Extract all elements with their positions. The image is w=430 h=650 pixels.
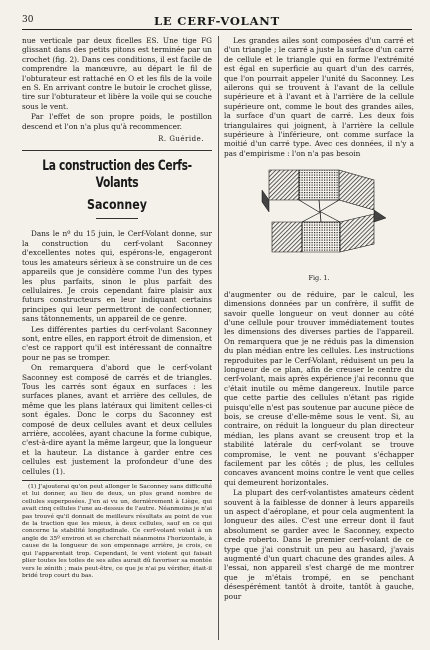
paragraph: Les grandes ailes sont composées d'un carré et d'un triangle ; le carré a juste la surface d'un carré de cellule et le triangle qui en forme l'extrémité est égal en superficie au quart d'un des carrés, que l'on pourrait appeler l'unité du Saconney. Les ailerons qui se trouvent à l'avant de la cellule supérieure et à l'avant et à l'arrière de la cellule supérieure ont, comme le bout des grandes ailes, la surface d'un quart de carré. Les deux fois triangulaires qui joignent, à l'arrière la cellule supérieure à l'inférieure, ont comme surface la moitié d'un carré type. Avec ces données, il n'y a pas d'empirisme : l'on n'a pas besoin [224,36,414,158]
article-subtitle: Saconney [86,198,147,214]
page-number: 30 [22,15,34,25]
page-header [22,14,412,28]
paragraph: Dans le nº du 15 juin, le Cerf-Volant donne, sur la construction du cerf-volant Saconney d'excellentes notes qui, espérons-le, engageront tous les amateurs sérieux à se construire un de ces appareils que je considère comme l'un des types les plus parfaits, sinon le plus parfait des cellulaires. Je crois cependant faire plaisir aux futurs constructeurs en leur indiquant certains principes qui leur permettront de confectionner, sans tâtonnements, un appareil de ce genre. [22,229,212,324]
figure-caption: Fig. 1. [308,274,330,283]
right-column [224,36,414,602]
journal-title: LE CERF-VOLANT [154,14,280,28]
section-separator [22,150,212,151]
paragraph: On remarquera d'abord que le cerf-volant Saconney est composé de carrés et de triangles. Tous les carrés sont égaux en surfaces : les surfaces planes, avant et arrière des cellules, de même que les plans latéraux qui limitent celles-ci sont égales. Donc le corps du Saconney est composé de deux cellules avant et deux cellules arrière, accolées, ayant chacune la forme cubique, c'est-à-dire ayant la même largeur, que la longueur et la hauteur. La distance à garder entre ces cellules est justement la profondeur d'une des cellules (1). [22,363,212,476]
saconney-kite-diagram [224,162,414,272]
paragraph: Les différentes parties du cerf-volant Saconney sont, entre elles, en rapport étroit de dimension, et c'est ce rapport qu'il est intéressant de connaître pour ne pas se tromper. [22,324,212,362]
paragraph: nue verticale par deux ficelles ES. Une tige FG glissant dans des petits pitons est terminée par un crochet (fig. 2). Dans ces conditions, il est facile de comprendre la manœuvre, au départ le fil de l'obturateur est rattaché en O et les fils de la voile en S. En arrivant contre le butoir le crochet glisse, tire sur l'obturateur et libère la voile qui se couche sous le vent. [22,36,212,111]
paragraph: Par l'effet de son propre poids, le postillon descend et l'on n'a plus qu'à recommencer. [22,112,212,131]
paragraph: La plupart des cerf-volantistes amateurs cèdent souvent à la faiblesse de donner à leurs appareils un aspect d'aéroplane, et pour cela augmentent la longueur des ailes. C'est une erreur dont il faut absolument se garder avec le Saconney, expecto crede roberto. Dans le premier cerf-volant de ce type que j'ai construit un peu au hasard, j'avais augmenté d'un quart chacune des grandes ailes. A l'essai, non appareil s'est chargé de me montrer que je m'étais trompé, en se penchant désespérément tantôt à droite, tantôt à gauche, pour [224,488,414,601]
signature: R. Guéride. [158,135,204,144]
column-divider [218,36,219,640]
figure-1 [224,162,414,272]
article-title: La construction des Cerfs-Volants [42,158,192,192]
footnote [22,480,212,580]
footnote-text: (1) J'ajouterai qu'on peut allonger le Saconney sans difficulté et lui donner, au lieu de deux, un plus grand nombre de cellules superposées. J'en ai vu un, dernièrement à Liège, qui avait cinq cellules l'une au-dessus de l'autre. Néanmoins je n'ai pas trouvé qu'il donnait de meilleurs résultats au point de vue de la traction que les mieux, à deux cellules, sauf en ce qui concerne la stabilité longitudinale. Ce cerf-volant volait à un angle de 35º environ et se cherchait néanmoins l'horizontale, à cause de la longueur de son empennage arrière, je crois, ce qui l'apparentait trop. Cependant, le vent violent qui faisait plier toutes les toiles de ses ailes aurait dû favoriser sa montée vers le zénith ; mais peut-être, ce que je n'ai pu vérifier, était-il bridé trop court du bas. [22,484,212,579]
title-rule [96,218,138,219]
left-column [22,36,212,581]
header-rule [22,29,412,30]
paragraph: d'augmenter ou de réduire, par le calcul, les dimensions données par un confrère, il suffit de savoir quelle longueur on veut donner au côté d'une cellule pour trouver immédiatement toutes les dimensions des diverses parties de l'appareil. On remarquera que je ne réduis pas la dimension du plan médian entre les cellules. Les instructions reproduites par le Cerf-Volant, réduisent un peu la longueur de ce plan, afin de creuser le centre du cerf-volant, mais après expérience j'ai reconnu que c'était inutile ou même dangereux. Inutile parce que cette partie des cellules n'étant pas rigide puisqu'elle n'est pas soutenue par aucune pièce de bois, se creuse d'elle-même sous le vent. Si, au contraire, on réduit la longueur du plan directeur médian, les plans avant se creusent trop et la stabilité latérale du cerf-volant se trouve compromise, le vent ne pouvant s'échapper facilement par les côtés ; de plus, les cellules concaves avancent moins contre le vent que celles qui demeurent horizontales. [224,289,414,487]
